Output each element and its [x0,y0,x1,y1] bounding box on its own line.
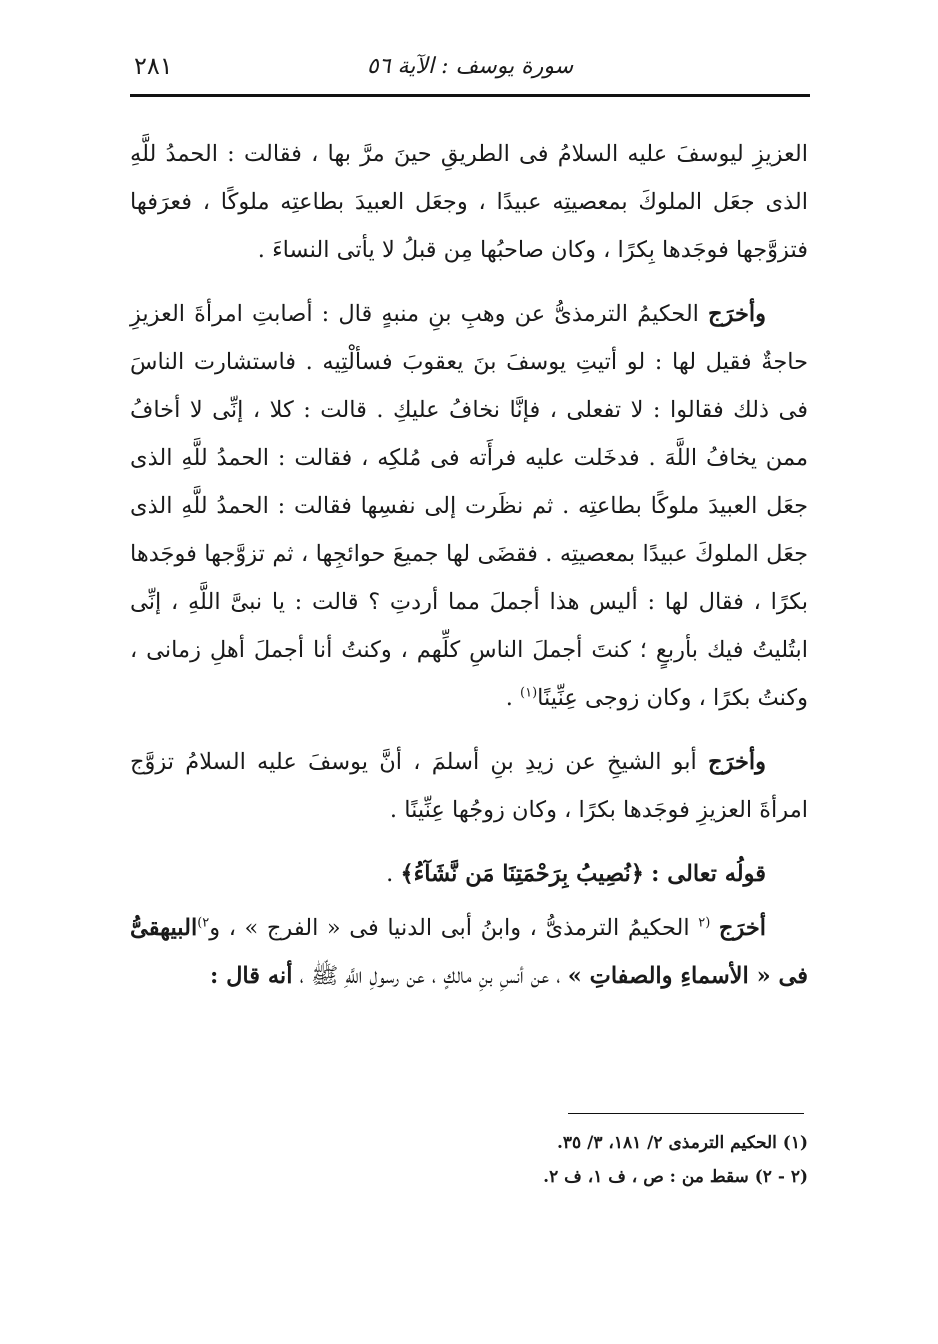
paragraph-2-end: . [505,685,521,711]
paragraph-3 [130,738,808,834]
page-header [130,46,810,90]
paragraph-2 [130,290,808,722]
verse-heading-lead: قولُه تعالى : [651,861,766,887]
footnote-marker-1: (١) [520,685,538,701]
verse-heading [130,850,808,898]
paragraph-4-text-1: الحكيمُ الترمذىُّ ، وابنُ أبى الدنيا فى « الفرج » ، و [209,915,699,941]
paragraph-4 [130,904,808,1000]
paragraph-4-lead: أخرَج [718,915,766,941]
verse-heading-end: . [386,861,401,887]
header-divider [130,94,810,97]
paragraph-2-text: الحكيمُ الترمذىُّ عن وهبِ بنِ منبهٍ قال : أصابتِ امرأةَ العزيزِ حاجةٌ فقيل لها : لو أتيتِ يوسفَ بنَ يعقوبَ فسألْتِيه . فاستشارت الناسَ فى ذلك فقالوا : لا تفعلى ، فإنَّا نخافُ عليكِ . قالت : كلا ، إنِّى لا أخافُ ممن يخافُ اللَّهَ . فدخَلت عليه فرأَته فى مُلكِه ، فقالت : الحمدُ للَّهِ الذى جعَل العبيدَ ملوكًا بطاعتِه . ثم نظَرت إلى نفسِها فقالت : الحمدُ للَّهِ الذى جعَل الملوكَ عبيدًا بمعصيتِه . فقضَى لها جميعَ حوائجِها ، ثم تزوَّجها فوجَدها بكرًا ، فقال لها : أليس هذا أجملَ مما أردتِ ؟ قالت : يا نبىَّ اللَّهِ ، إنِّى ابتُليتُ فيك بأربعٍ ؛ كنتَ أجملَ الناسِ كلِّهم ، وكنتُ أنا أجملَ أهلِ زمانى ، وكنتُ بكرًا ، وكان زوجى عِنِّينًا [130,301,808,711]
main-text [130,130,808,1016]
quran-verse: ﴿نُصِيبُ بِرَحْمَتِنَا مَن نَّشَآءُ﴾ [400,861,644,887]
footnote-divider [568,1113,804,1114]
paragraph-1-text: العزيزِ ليوسفَ عليه السلامُ فى الطريقِ حينَ مرَّ بها ، فقالت : الحمدُ للَّهِ الذى جعَل الملوكَ بمعصيتِه عبيدًا ، وجعَل العبيدَ بطاعتِه ملوكًا ، فعرَفها فتزوَّجها فوجَدها بِكرًا ، وكان صاحبُها مِن قبلُ لا يأتى النساءَ . [130,141,808,263]
footnote-marker-2-close: ٢) [197,915,210,931]
paragraph-2-lead: وأخرَج [708,301,766,327]
paragraph-3-lead: وأخرَج [708,749,766,775]
paragraph-1 [130,130,808,274]
page-number: ٢٨١ [134,52,173,80]
paragraph-4-end: أنه قال : [209,963,293,989]
paragraph-4-source: البيهقىُّ فى « الأسماءِ والصفاتِ » [130,915,808,989]
footnote-marker-2-open: (٢ [698,915,711,931]
footnote-2: (٢ - ٢) سقط من : ص ، ف ١، ف ٢. [543,1167,808,1187]
running-title: سورة يوسف : الآية ٥٦ [366,54,574,79]
paragraph-3-text: أبو الشيخِ عن زيدِ بنِ أسلمَ ، أنَّ يوسفَ عليه السلامُ تزوَّج امرأةَ العزيزِ فوجَدها بكرًا ، وكان زوجُها عِنِّينًا . [130,749,808,823]
footnotes [130,1126,808,1194]
footnote-1: (١) الحكيم الترمذى ٢/ ١٨١، ٣/ ٣٥. [556,1133,808,1153]
paragraph-4-text-2: ، عن أنسِ بنِ مالكٍ ، عن رسولِ اللَّهِ ﷺ ، [292,963,568,989]
